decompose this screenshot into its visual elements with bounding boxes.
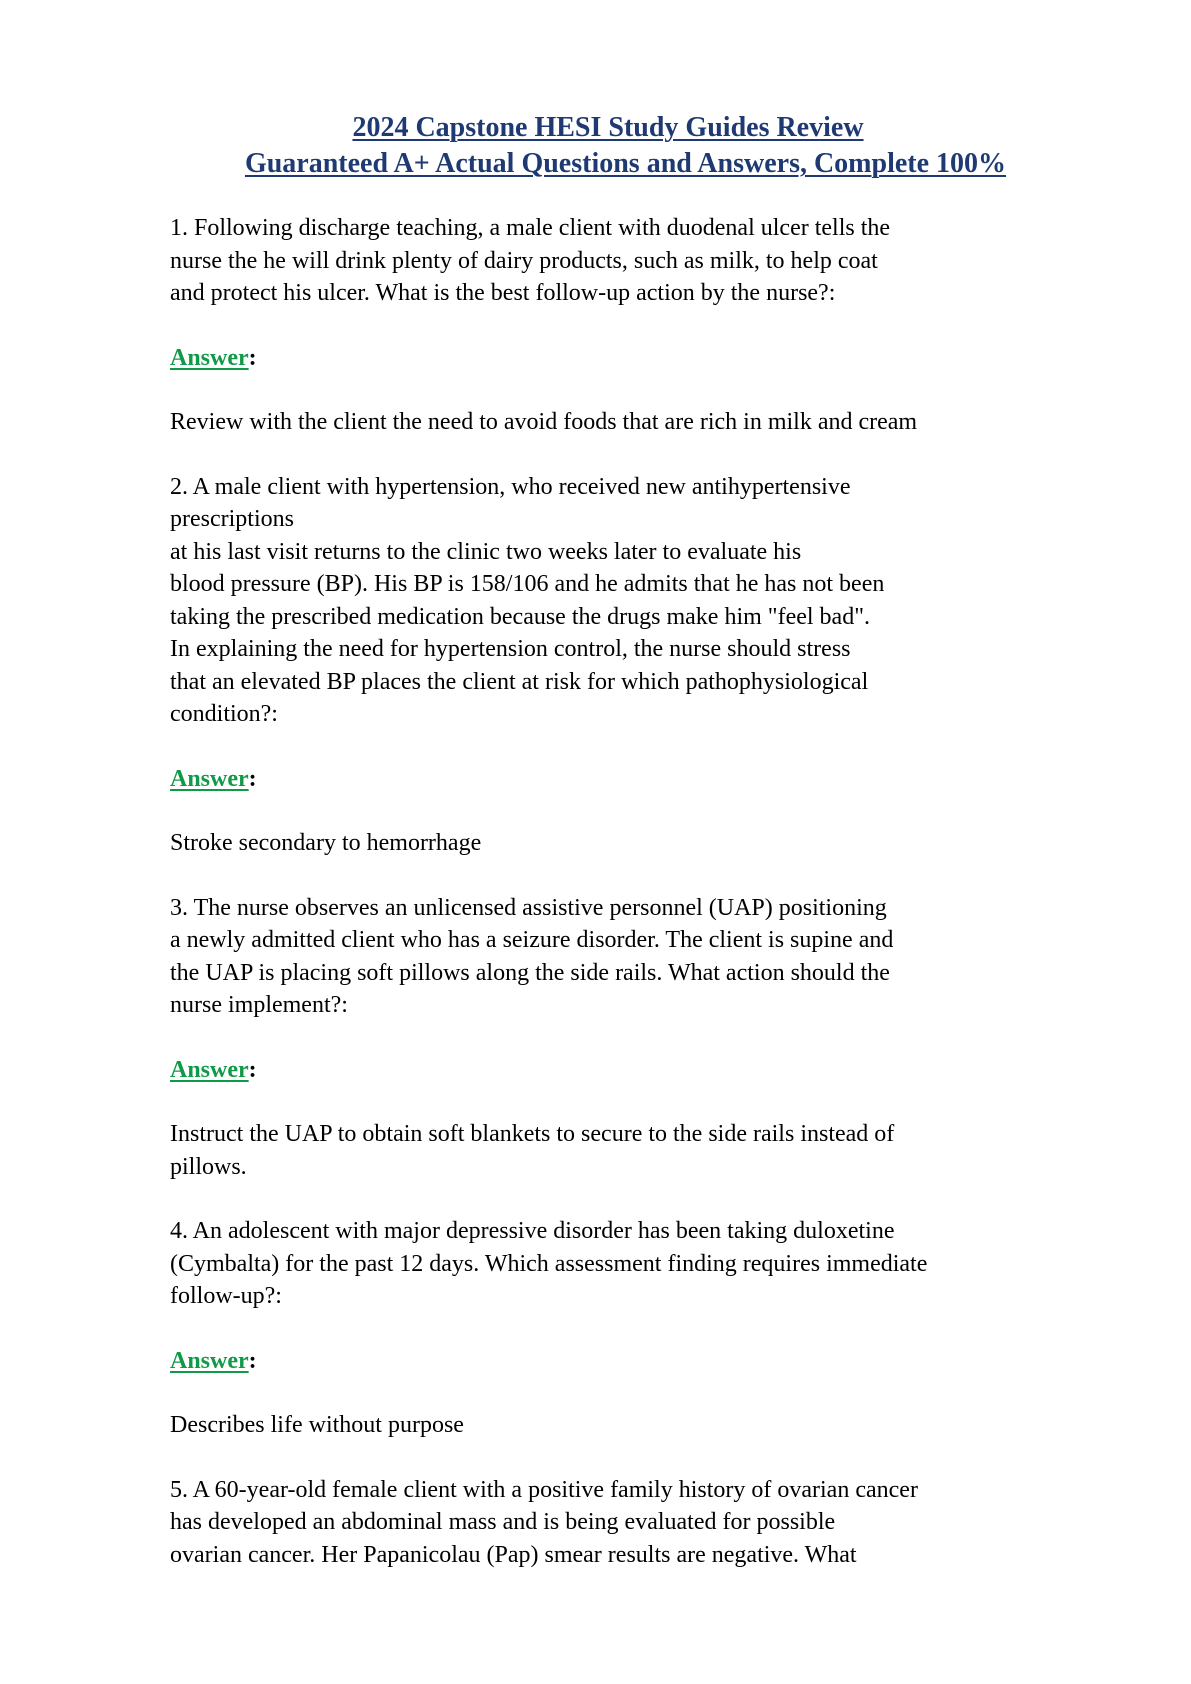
question-line: 1. Following discharge teaching, a male client with duodenal ulcer tells the xyxy=(170,215,891,241)
answer-line: Describes life without purpose xyxy=(170,1412,464,1438)
answer-label: Answer xyxy=(170,344,249,371)
question-line: In explaining the need for hypertension control, the nurse should stress xyxy=(170,636,851,662)
answer-line: Stroke secondary to hemorrhage xyxy=(170,830,482,856)
answer-colon: : xyxy=(248,1347,257,1374)
answer-block-3 xyxy=(170,1118,1070,1183)
question-line: 2. A male client with hypertension, who received new antihypertensive xyxy=(170,473,851,500)
question-line: follow-up?: xyxy=(170,1283,282,1309)
question-line: has developed an abdominal mass and is being evaluated for possible xyxy=(170,1509,836,1535)
document-body xyxy=(170,212,1070,1571)
question-line: ovarian cancer. Her Papanicolau (Pap) smear results are negative. What xyxy=(170,1541,857,1568)
answer-heading-2 xyxy=(170,763,1070,796)
question-line: prescriptions xyxy=(170,506,294,532)
answer-heading-3 xyxy=(170,1054,1070,1087)
answer-heading-4 xyxy=(170,1345,1070,1378)
question-block-3 xyxy=(170,892,1070,1022)
answer-line: Review with the client the need to avoid foods that are rich in milk and cream xyxy=(170,409,918,435)
answer-block-2 xyxy=(170,827,1070,860)
answer-colon: : xyxy=(248,1056,257,1083)
title-line-2: Guaranteed A+ Actual Questions and Answers, Complete 100% xyxy=(244,148,1007,179)
document-title xyxy=(0,110,1191,182)
question-line: the UAP is placing soft pillows along the side rails. What action should the xyxy=(170,959,890,986)
question-block-2 xyxy=(170,471,1070,731)
answer-line: Instruct the UAP to obtain soft blankets to secure to the side rails instead of xyxy=(170,1121,895,1147)
answer-line: pillows. xyxy=(170,1153,247,1180)
question-line: that an elevated BP places the client at risk for which pathophysiological xyxy=(170,668,869,695)
question-line: 5. A 60-year-old female client with a positive family history of ovarian cancer xyxy=(170,1476,918,1503)
question-line: blood pressure (BP). His BP is 158/106 and he admits that he has not been xyxy=(170,571,885,597)
question-line: nurse the he will drink plenty of dairy products, such as milk, to help coat xyxy=(170,247,878,274)
answer-label: Answer xyxy=(170,765,249,792)
question-line: and protect his ulcer. What is the best follow-up action by the nurse?: xyxy=(170,280,836,306)
question-block-5 xyxy=(170,1474,1070,1572)
title-line-1: 2024 Capstone HESI Study Guides Review xyxy=(352,112,864,143)
answer-block-1 xyxy=(170,406,1070,439)
question-line: 3. The nurse observes an unlicensed assistive personnel (UAP) positioning xyxy=(170,894,887,921)
answer-heading-1 xyxy=(170,342,1070,375)
question-line: (Cymbalta) for the past 12 days. Which assessment finding requires immediate xyxy=(170,1250,928,1277)
answer-block-4 xyxy=(170,1409,1070,1442)
question-block-1 xyxy=(170,212,1070,310)
question-line: nurse implement?: xyxy=(170,992,348,1018)
answer-colon: : xyxy=(248,765,257,792)
question-line: 4. An adolescent with major depressive disorder has been taking duloxetine xyxy=(170,1218,895,1244)
question-line: a newly admitted client who has a seizure disorder. The client is supine and xyxy=(170,927,894,953)
answer-label: Answer xyxy=(170,1347,249,1374)
question-block-4 xyxy=(170,1215,1070,1313)
question-line: condition?: xyxy=(170,701,278,727)
answer-colon: : xyxy=(248,344,257,371)
question-line: at his last visit returns to the clinic two weeks later to evaluate his xyxy=(170,538,802,565)
question-line: taking the prescribed medication because the drugs make him "feel bad". xyxy=(170,603,871,630)
answer-label: Answer xyxy=(170,1056,249,1083)
